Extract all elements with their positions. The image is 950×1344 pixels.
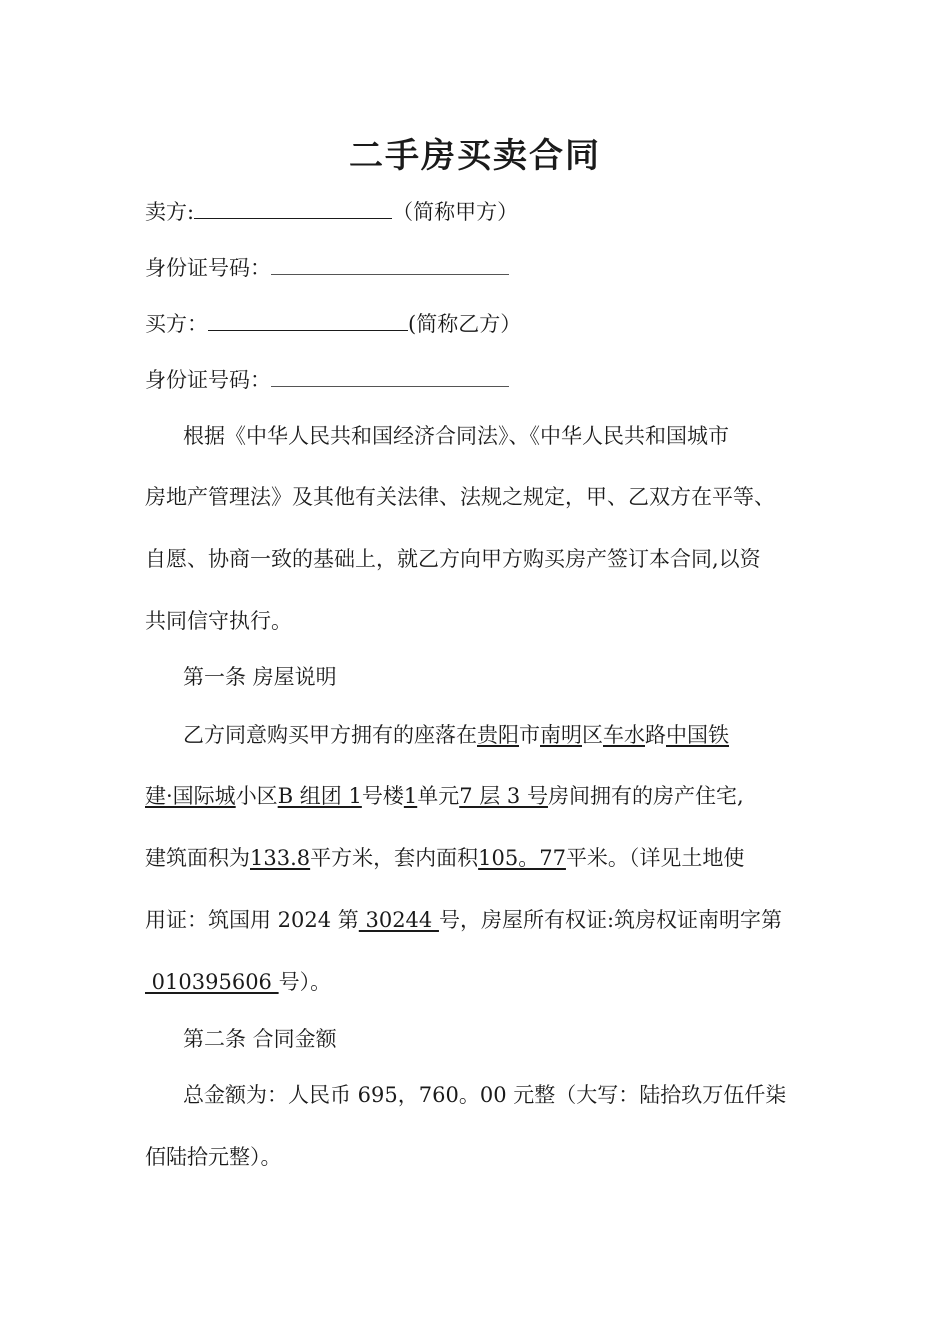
buyer-id-line (145, 364, 509, 395)
text-segment: 区 (582, 723, 603, 747)
buyer-id-label: 身份证号码： (145, 368, 271, 392)
article-1-line-4 (145, 905, 782, 935)
document-title: 二手房买卖合同 (349, 136, 601, 176)
district-value: 南明 (540, 723, 582, 747)
text-segment: 房间拥有的房产住宅, (547, 784, 744, 808)
article-1-heading: 第一条 房屋说明 (183, 665, 337, 689)
text-segment: 路 (645, 723, 666, 747)
text-segment: 号，房屋所有权证:筑房权证南明字第 (438, 908, 783, 932)
buyer-line (145, 308, 521, 339)
article-2-line-1: 总金额为：人民币 695，760。00 元整（大写：陆拾玖万伍仟柒 (183, 1083, 787, 1107)
text-segment: 小区 (235, 784, 278, 808)
city-value: 贵阳 (477, 723, 519, 747)
text-segment: 建筑面积为 (145, 846, 250, 870)
article-2-line-2: 佰陆拾元整）。 (145, 1145, 282, 1169)
preamble-line-3: 自愿、协商一致的基础上，就乙方向甲方购买房产签订本合同,以资 (145, 547, 761, 571)
preamble-line-4: 共同信守执行。 (145, 609, 292, 633)
seller-line (145, 196, 518, 227)
community-value: 建·国际城 (145, 784, 236, 808)
seller-id-label: 身份证号码： (145, 256, 271, 280)
preamble-line-2: 房地产管理法》及其他有关法律、法规之规定，甲、乙双方在平等、 (145, 485, 775, 509)
text-segment: 平米。（详见土地使 (565, 846, 745, 870)
text-segment: 平方米，套内面积 (310, 846, 479, 870)
seller-id-line (145, 252, 509, 283)
seller-label: 卖方: (145, 200, 195, 224)
buyer-label: 买方： (145, 312, 208, 336)
buyer-id-field[interactable] (271, 364, 509, 387)
unit-value: 1 (403, 784, 418, 808)
article-1-line-1 (183, 720, 729, 750)
text-segment: 用证：筑国用 2024 第 (145, 908, 359, 932)
article-2-heading: 第二条 合同金额 (183, 1027, 337, 1051)
room-value: 7 层 3 号 (459, 784, 548, 808)
land-cert-number: 30244 (358, 908, 439, 932)
inner-area-value: 105。77 (478, 846, 566, 870)
article-1-line-5 (145, 967, 331, 997)
preamble-line-1: 根据《中华人民共和国经济合同法》、《中华人民共和国城市 (183, 424, 729, 448)
building-value: B 组团 1 (277, 784, 362, 808)
text-segment: 单元 (417, 784, 460, 808)
text-segment: 乙方同意购买甲方拥有的座落在 (183, 723, 477, 747)
road-value: 车水 (603, 723, 645, 747)
article-1-line-3 (145, 843, 744, 873)
seller-suffix: （简称甲方） (392, 200, 519, 224)
property-cert-number: 010395606 (145, 970, 279, 994)
seller-id-field[interactable] (271, 252, 509, 275)
building-area-value: 133.8 (250, 846, 311, 870)
article-1-line-2 (145, 781, 744, 811)
text-segment: 号楼 (361, 784, 404, 808)
seller-name-field[interactable] (194, 196, 392, 219)
text-segment: 市 (519, 723, 540, 747)
buyer-suffix: (简称乙方） (408, 312, 522, 336)
community-value: 中国铁 (666, 723, 729, 747)
buyer-name-field[interactable] (208, 308, 408, 331)
text-segment: 号）。 (278, 970, 332, 994)
